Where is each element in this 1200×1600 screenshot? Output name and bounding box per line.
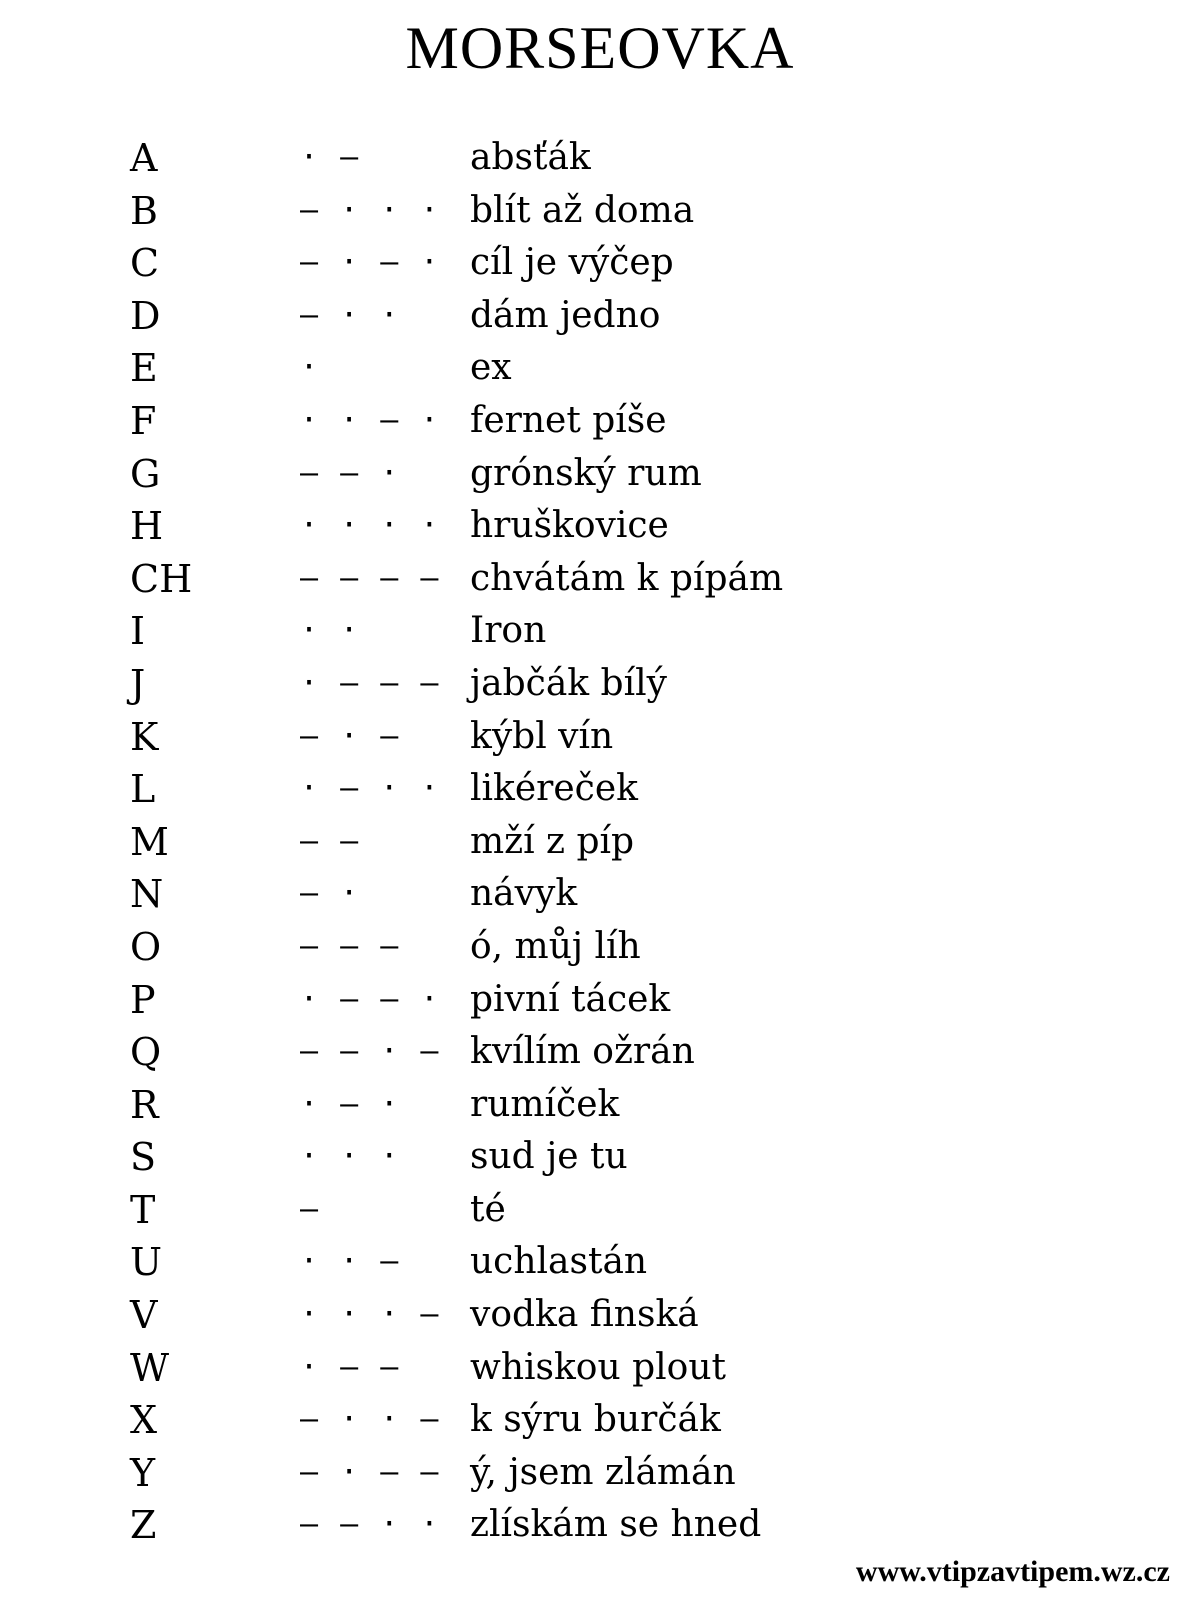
row-morse-code: – – · · [300, 1507, 441, 1543]
row-morse-code: · · · [300, 1139, 401, 1175]
table-row [0, 500, 1200, 553]
website-footer: www.vtipzavtipem.wz.cz [855, 1555, 1170, 1588]
row-letter: E [130, 346, 158, 391]
table-row [0, 974, 1200, 1027]
row-mnemonic-phrase: té [470, 1188, 506, 1230]
row-morse-code: – – – [300, 928, 401, 964]
table-row [0, 553, 1200, 606]
row-letter: X [130, 1398, 158, 1443]
table-row [0, 132, 1200, 185]
row-letter: R [130, 1082, 159, 1127]
row-letter: Q [130, 1030, 162, 1075]
table-row [0, 605, 1200, 658]
table-row [0, 1447, 1200, 1500]
row-morse-code: · · · – [300, 1297, 441, 1333]
row-letter: N [130, 872, 164, 917]
row-letter: B [130, 188, 158, 233]
row-morse-code: · – – – [300, 665, 441, 701]
row-morse-code: · · · · [300, 508, 441, 544]
row-letter: V [130, 1293, 158, 1338]
row-morse-code: · · [300, 613, 361, 649]
row-mnemonic-phrase: chvátám k pípám [470, 557, 784, 599]
row-letter: U [130, 1240, 163, 1285]
row-mnemonic-phrase: kýbl vín [470, 715, 614, 757]
row-letter: S [130, 1135, 157, 1180]
table-row [0, 1394, 1200, 1447]
row-mnemonic-phrase: kvílím ožrán [470, 1031, 695, 1073]
row-mnemonic-phrase: vodka finská [470, 1294, 699, 1336]
row-letter: F [130, 398, 157, 443]
table-row [0, 1289, 1200, 1342]
table-row [0, 1342, 1200, 1395]
row-morse-code: · – · [300, 1086, 401, 1122]
row-letter: M [130, 819, 169, 864]
row-morse-code: – · · · [300, 192, 441, 228]
row-morse-code: – [300, 1191, 321, 1227]
table-row [0, 185, 1200, 238]
row-letter: CH [130, 556, 193, 601]
row-morse-code: · – · · [300, 771, 441, 807]
row-letter: O [130, 924, 162, 969]
row-mnemonic-phrase: blít až doma [470, 189, 695, 231]
row-mnemonic-phrase: fernet píše [470, 399, 667, 441]
row-mnemonic-phrase: sud je tu [470, 1136, 628, 1178]
table-row [0, 868, 1200, 921]
row-letter: W [130, 1345, 170, 1390]
row-letter: G [130, 451, 161, 496]
table-row [0, 816, 1200, 869]
row-letter: K [130, 714, 159, 759]
row-letter: A [130, 136, 158, 180]
table-row [0, 237, 1200, 290]
table-row [0, 763, 1200, 816]
row-mnemonic-phrase: ó, můj líh [470, 925, 641, 967]
table-row [0, 1026, 1200, 1079]
row-morse-code: – · · – [300, 1402, 441, 1438]
row-letter: H [130, 504, 164, 549]
page-title: MORSEOVKA [405, 15, 795, 81]
row-mnemonic-phrase: ý, jsem zlámán [470, 1451, 736, 1493]
row-mnemonic-phrase: návyk [470, 873, 578, 915]
row-mnemonic-phrase: zlískám se hned [470, 1504, 762, 1546]
row-letter: Z [130, 1503, 157, 1548]
row-morse-code: · – – [300, 1349, 401, 1385]
row-morse-code: · [300, 350, 321, 386]
table-row [0, 658, 1200, 711]
row-mnemonic-phrase: uchlastán [470, 1241, 648, 1283]
table-row [0, 342, 1200, 395]
row-mnemonic-phrase: grónský rum [470, 452, 702, 494]
row-letter: P [130, 977, 156, 1022]
row-mnemonic-phrase: mží z píp [470, 820, 635, 862]
row-letter: J [130, 661, 146, 706]
row-morse-code: · – – · [300, 981, 441, 1017]
row-morse-code: – · · [300, 297, 401, 333]
row-letter: I [130, 609, 146, 654]
row-morse-code: · – [300, 140, 361, 175]
row-morse-code: – – [300, 823, 361, 859]
table-row [0, 921, 1200, 974]
row-mnemonic-phrase: cíl je výčep [470, 242, 674, 284]
row-morse-code: · · – · [300, 402, 441, 438]
row-morse-code: – · – · [300, 245, 441, 281]
row-letter: C [130, 241, 160, 286]
row-mnemonic-phrase: dám jedno [470, 294, 661, 336]
row-mnemonic-phrase: Iron [470, 610, 547, 652]
row-mnemonic-phrase: absťák [470, 137, 591, 178]
row-letter: D [130, 293, 161, 338]
row-letter: Y [130, 1450, 156, 1495]
row-morse-code: – · – [300, 718, 401, 754]
table-row [0, 1236, 1200, 1289]
row-letter: T [130, 1187, 156, 1232]
table-row [0, 1131, 1200, 1184]
row-letter: L [130, 767, 156, 812]
row-morse-code: – – · [300, 455, 401, 491]
row-mnemonic-phrase: rumíček [470, 1083, 620, 1125]
row-mnemonic-phrase: jabčák bílý [470, 662, 667, 704]
row-morse-code: – – · – [300, 1034, 441, 1070]
row-mnemonic-phrase: likéreček [470, 768, 638, 810]
row-mnemonic-phrase: ex [470, 347, 512, 389]
row-morse-code: – – – – [300, 560, 441, 596]
row-morse-code: – · [300, 876, 361, 912]
table-row [0, 290, 1200, 343]
table-row [0, 395, 1200, 448]
row-mnemonic-phrase: hruškovice [470, 505, 669, 547]
row-morse-code: – · – – [300, 1454, 441, 1490]
table-row [0, 1079, 1200, 1132]
row-mnemonic-phrase: pivní tácek [470, 978, 671, 1020]
row-mnemonic-phrase: k sýru burčák [470, 1399, 721, 1441]
table-row [0, 711, 1200, 764]
table-row [0, 448, 1200, 501]
row-mnemonic-phrase: whiskou plout [470, 1346, 726, 1388]
morse-table [0, 132, 1200, 1552]
row-morse-code: · · – [300, 1244, 401, 1280]
table-row [0, 1499, 1200, 1552]
table-row [0, 1184, 1200, 1237]
